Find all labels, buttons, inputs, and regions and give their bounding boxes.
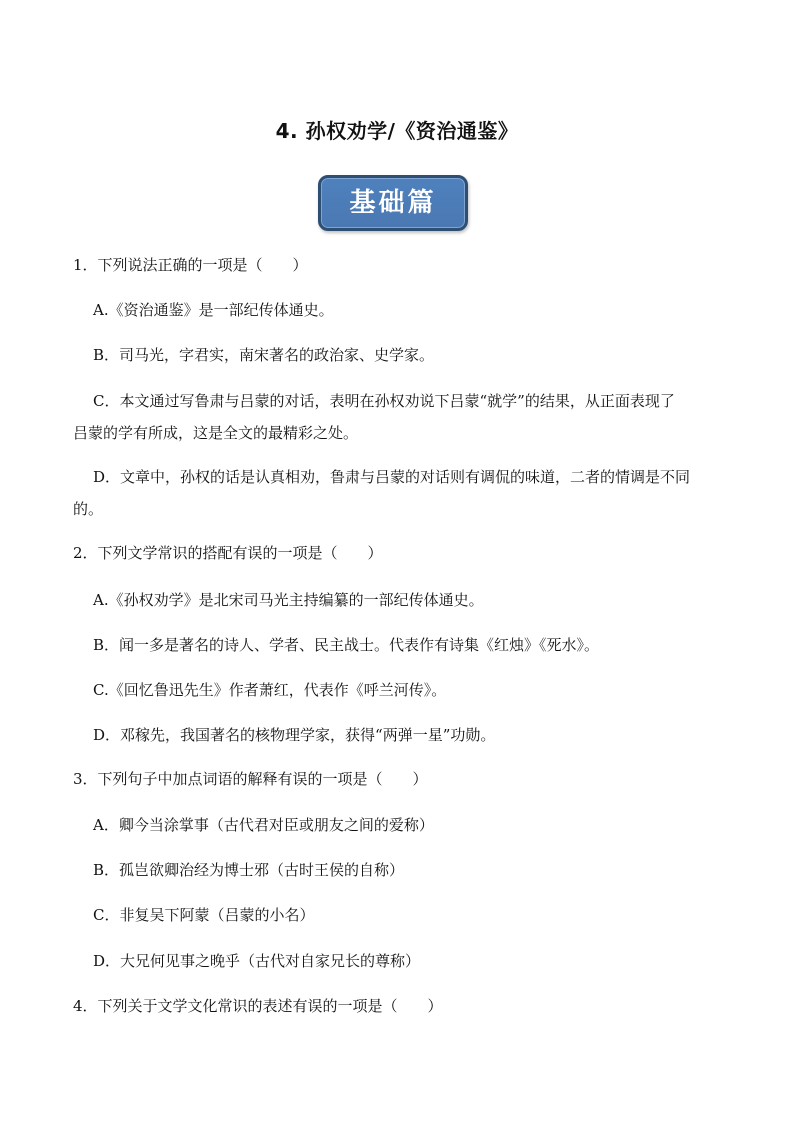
question-1-option-c-continuation: 吕蒙的学有所成，这是全文的最精彩之处。 bbox=[73, 424, 359, 442]
question-1-option-a: A.《资治通鉴》是一部纪传体通史。 bbox=[93, 301, 334, 319]
question-2-stem: 2．下列文学常识的搭配有误的一项是（ ） bbox=[73, 544, 383, 562]
question-3-option-a: A．卿今当涂掌事（古代君对臣或朋友之间的爱称） bbox=[93, 816, 434, 834]
question-2-option-b: B．闻一多是著名的诗人、学者、民主战士。代表作有诗集《红烛》《死水》。 bbox=[93, 636, 600, 654]
question-2-option-a: A.《孙权劝学》是北宋司马光主持编纂的一部纪传体通史。 bbox=[93, 591, 484, 609]
question-3-option-c: C．非复吴下阿蒙（吕蒙的小名） bbox=[93, 906, 315, 924]
question-1-stem: 1．下列说法正确的一项是（ ） bbox=[73, 256, 308, 274]
question-2-option-d: D．邓稼先，我国著名的核物理学家，获得“两弹一星”功勋。 bbox=[93, 726, 496, 744]
question-3-option-b: B．孤岂欲卿治经为博士邪（古时王侯的自称） bbox=[93, 861, 405, 879]
section-badge: 基础篇 bbox=[318, 175, 468, 231]
question-2-option-c: C.《回忆鲁迅先生》作者萧红，代表作《呼兰河传》。 bbox=[93, 681, 447, 699]
question-3-option-d: D．大兄何见事之晚乎（古代对自家兄长的尊称） bbox=[93, 952, 421, 970]
document-title: 4. 孙权劝学/《资治通鉴》 bbox=[275, 119, 519, 143]
question-1-option-c: C．本文通过写鲁肃与吕蒙的对话，表明在孙权劝说下吕蒙“就学”的结果，从正面表现了 bbox=[93, 392, 675, 410]
question-1-option-d: D．文章中，孙权的话是认真相劝，鲁肃与吕蒙的对话则有调侃的味道，二者的情调是不同 bbox=[93, 468, 691, 486]
question-4-stem: 4．下列关于文学文化常识的表述有误的一项是（ ） bbox=[73, 997, 443, 1015]
question-1-option-d-continuation: 的。 bbox=[73, 500, 104, 518]
question-1-option-b: B．司马光，字君实，南宋著名的政治家、史学家。 bbox=[93, 346, 435, 364]
question-3-stem: 3．下列句子中加点词语的解释有误的一项是（ ） bbox=[73, 770, 428, 788]
